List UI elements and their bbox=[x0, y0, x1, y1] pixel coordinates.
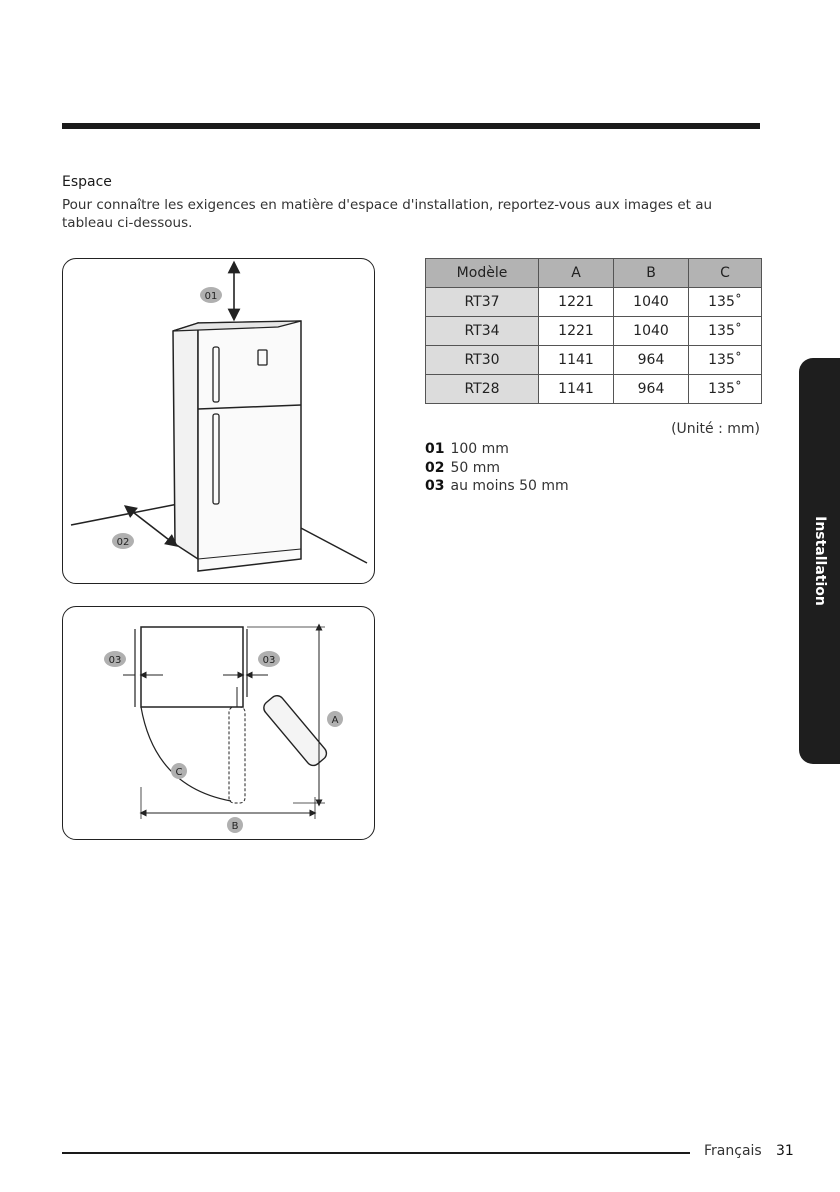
legend-item bbox=[425, 477, 569, 496]
callout-03-left bbox=[104, 651, 126, 667]
table-cell-model: RT30 bbox=[426, 346, 539, 375]
table-cell: 1040 bbox=[614, 288, 689, 317]
callout-02 bbox=[112, 533, 134, 549]
chapter-tab-label: Installation bbox=[811, 516, 828, 606]
table-cell: 135˚ bbox=[689, 317, 762, 346]
table-cell: 135˚ bbox=[689, 288, 762, 317]
section-title: Espace bbox=[62, 174, 112, 190]
table-header: B bbox=[614, 259, 689, 288]
legend-text: 50 mm bbox=[450, 459, 501, 476]
table-cell: 135˚ bbox=[689, 346, 762, 375]
table-cell: 964 bbox=[614, 375, 689, 404]
intro-text: Pour connaître les exigences en matière d'espace d'installation, reportez-vous aux images et au tableau ci-dessous. bbox=[62, 197, 713, 231]
clearance-spec-table bbox=[425, 258, 762, 404]
callout-01 bbox=[200, 287, 222, 303]
table-cell: 1141 bbox=[539, 375, 614, 404]
legend-item bbox=[425, 459, 569, 478]
callout-a-label: A bbox=[331, 715, 339, 726]
table-row bbox=[426, 346, 762, 375]
callout-c bbox=[171, 763, 187, 779]
footer-language: Français bbox=[704, 1143, 762, 1159]
table-cell: 1221 bbox=[539, 317, 614, 346]
table-header: Modèle bbox=[426, 259, 539, 288]
legend-text: 100 mm bbox=[450, 441, 509, 457]
table-cell: 1141 bbox=[539, 346, 614, 375]
clearance-figure-top-view bbox=[62, 606, 375, 840]
callout-02-label: 02 bbox=[116, 537, 130, 548]
callout-03-left-label: 03 bbox=[108, 655, 122, 666]
fridge-top-view-illustration bbox=[63, 607, 374, 839]
legend-number: 02 bbox=[425, 459, 445, 476]
callout-a bbox=[327, 711, 343, 727]
table-cell: 964 bbox=[614, 346, 689, 375]
legend-number: 03 bbox=[425, 478, 445, 494]
bottom-rule bbox=[62, 1152, 690, 1154]
table-cell-model: RT34 bbox=[426, 317, 539, 346]
unit-note: (Unité : mm) bbox=[671, 421, 760, 437]
clearance-figure-perspective bbox=[62, 258, 375, 584]
table-cell-model: RT37 bbox=[426, 288, 539, 317]
table-row bbox=[426, 288, 762, 317]
top-rule bbox=[62, 123, 760, 129]
chapter-tab bbox=[799, 358, 840, 764]
table-header-row bbox=[426, 259, 762, 288]
callout-b bbox=[227, 817, 243, 833]
table-cell: 135˚ bbox=[689, 375, 762, 404]
table-header: C bbox=[689, 259, 762, 288]
legend bbox=[425, 440, 569, 496]
fridge-perspective-illustration bbox=[63, 259, 374, 583]
table-row bbox=[426, 317, 762, 346]
table-header: A bbox=[539, 259, 614, 288]
callout-03-right bbox=[258, 651, 280, 667]
page-number: 31 bbox=[776, 1143, 794, 1159]
legend-text: au moins 50 mm bbox=[450, 478, 569, 494]
table-cell: 1040 bbox=[614, 317, 689, 346]
callout-03-right-label: 03 bbox=[262, 655, 276, 666]
table-row bbox=[426, 375, 762, 404]
table-cell-model: RT28 bbox=[426, 375, 539, 404]
table-cell: 1221 bbox=[539, 288, 614, 317]
legend-item bbox=[425, 440, 569, 459]
callout-c-label: C bbox=[175, 767, 183, 778]
callout-b-label: B bbox=[231, 821, 239, 832]
callout-01-label: 01 bbox=[204, 291, 218, 302]
legend-number: 01 bbox=[425, 441, 445, 457]
